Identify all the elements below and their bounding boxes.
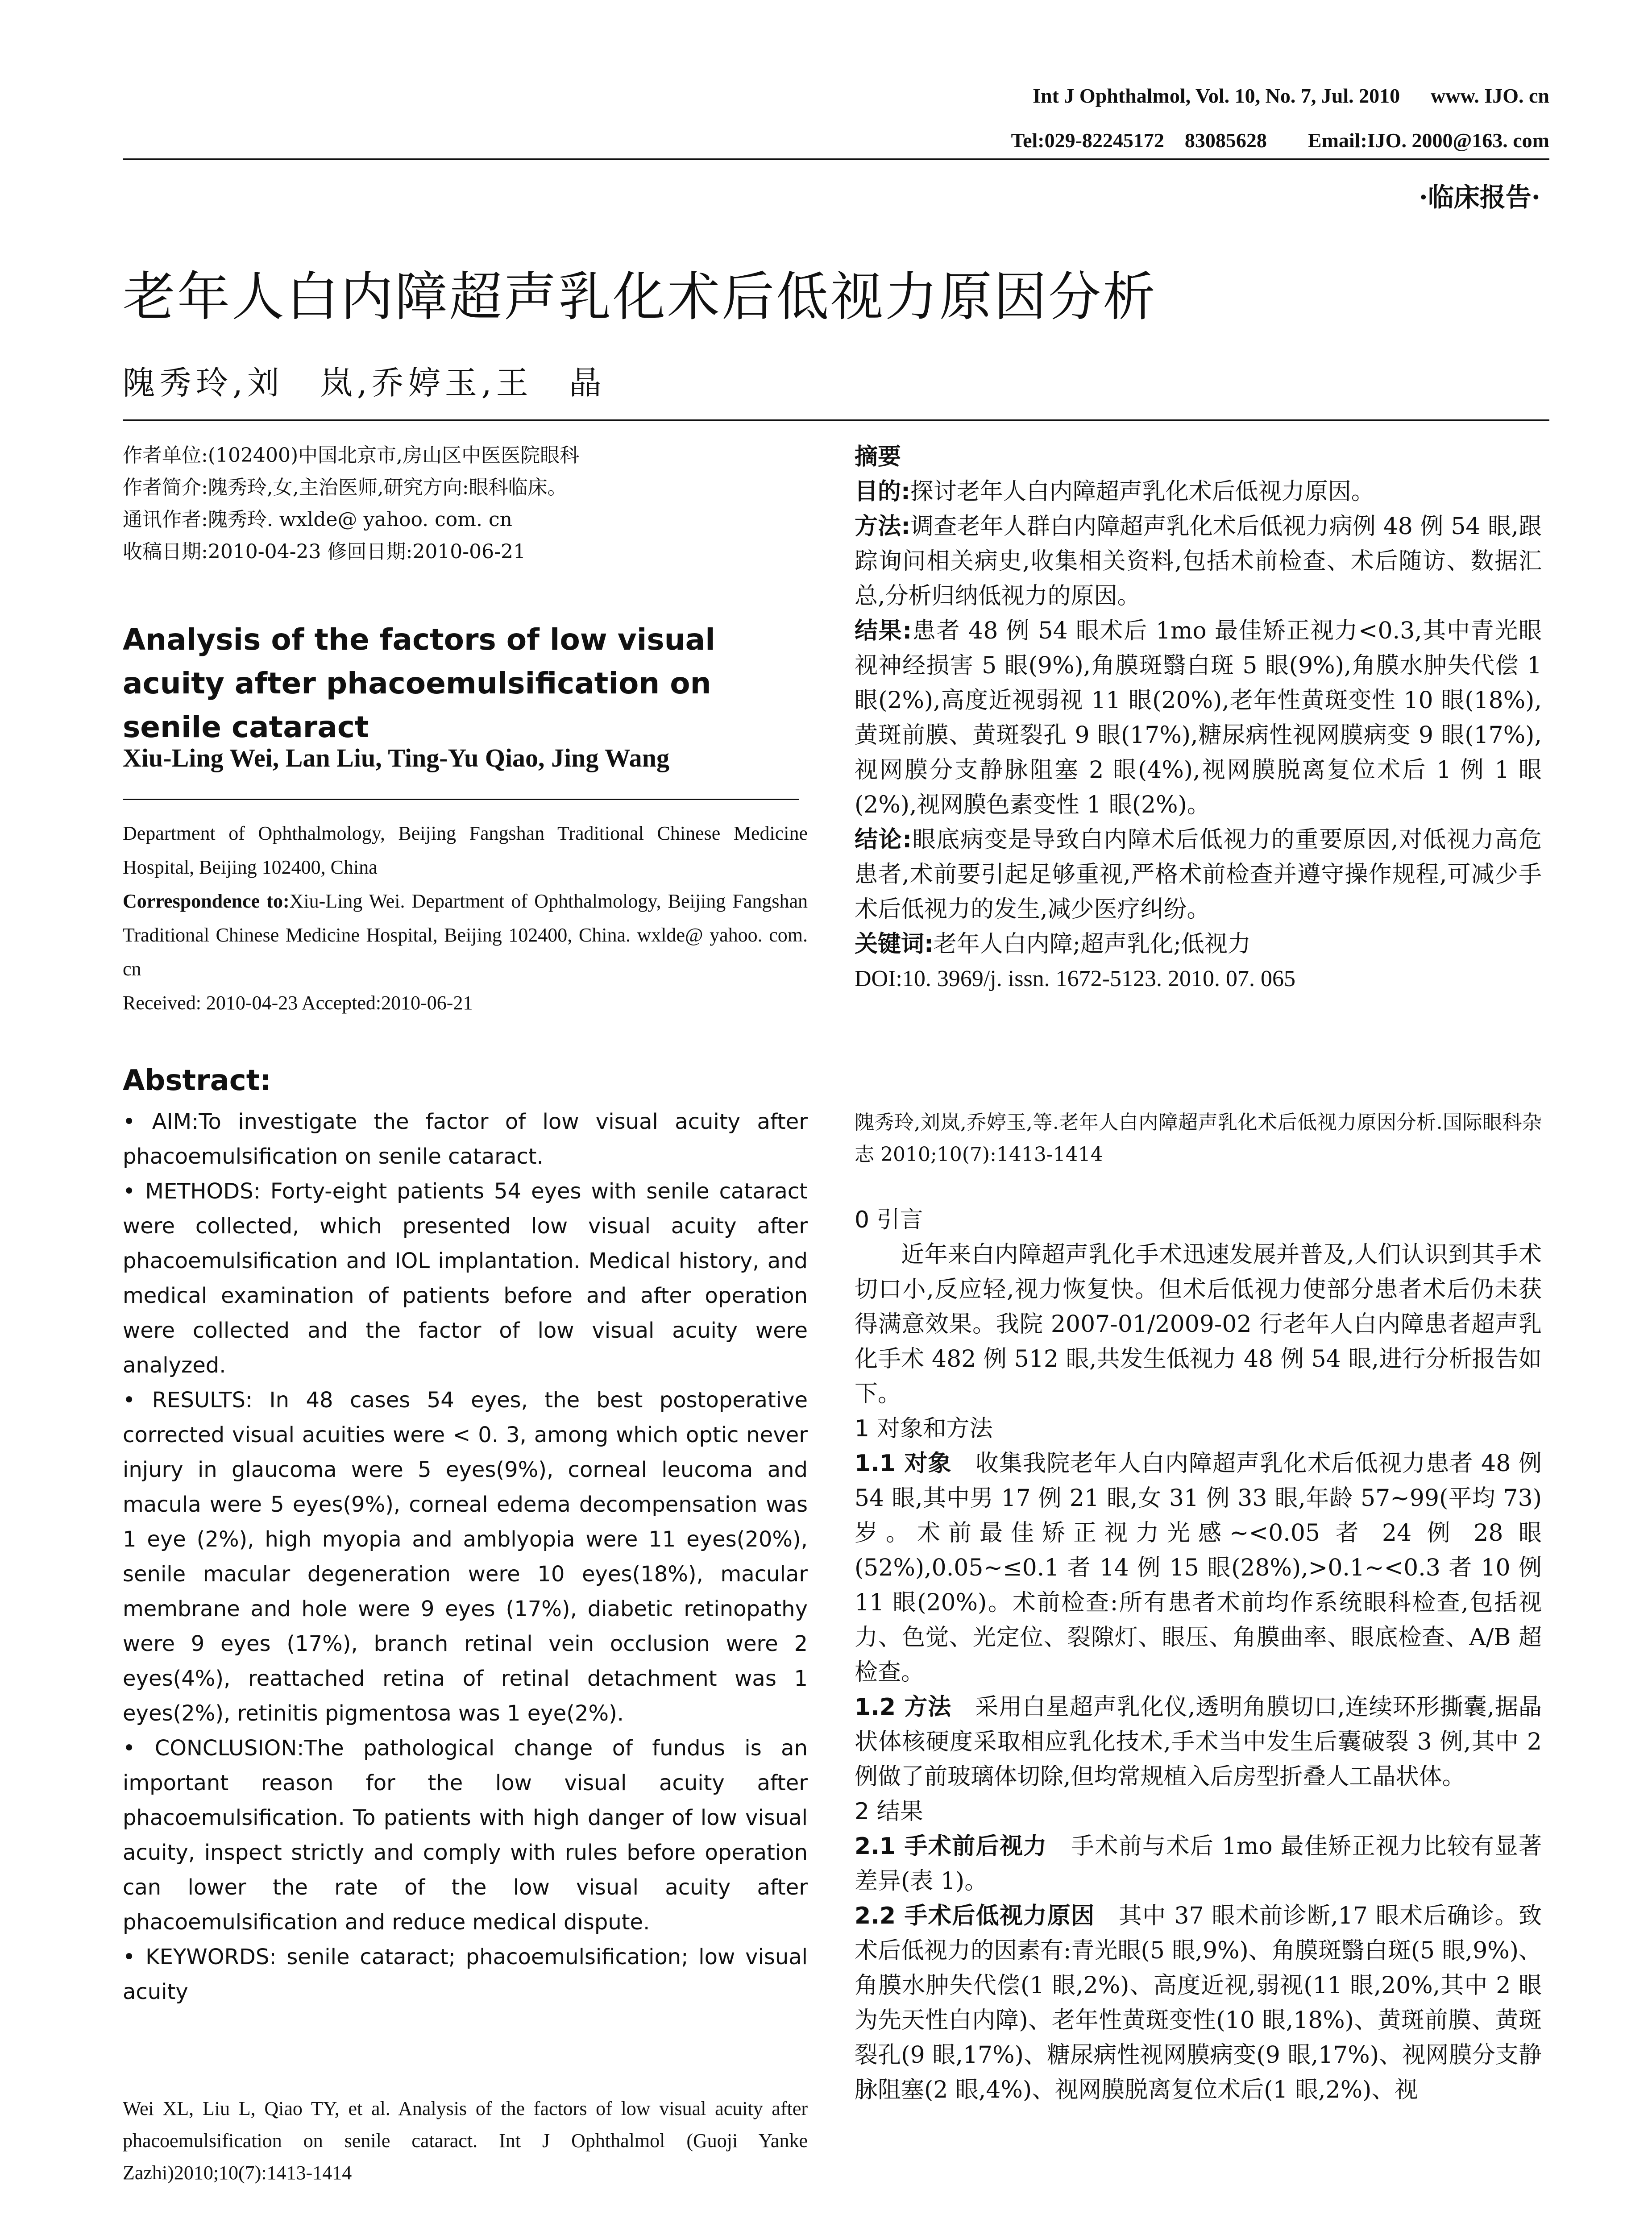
section-1-1-text: 收集我院老年人白内障超声乳化术后低视力患者 48 例 54 眼,其中男 17 例 21 眼,女 31 例 33 眼,年龄 57~99(平均 73)岁。术前最佳矫正视力光感~<0.05 者 24 例 28 眼(52%),0.05~≤0.1 者 14 例 15 眼(28%),>0.1~<0.3 者 10 例 11 眼(20%)。术前检查:所有患者术前均作系统眼科检查,包括视力、色觉、光定位、裂隙灯、眼压、角膜曲率、眼底检查、A/B 超检查。 <box>855 1450 1542 1686</box>
received-en: Received: 2010-04-23 Accepted:2010-06-21 <box>123 992 473 1014</box>
abstract-en-methods: • METHODS: Forty-eight patients 54 eyes with senile cataract were collected, which presented low visual acuity after phacoemulsification and IOL implantation. Medical history, and medical examination of patients before and after operation were collected and the factor of low visual acuity were analyzed. <box>123 1179 808 1378</box>
abstract-en-conclusion: • CONCLUSION:The pathological change of fundus is an important reason for the low visual acuity after phacoemulsification. To patients with high danger of low visual acuity, inspect strictly and comply with rules before operation can lower the rate of the low visual acuity after phacoemulsification and reduce medical dispute. <box>123 1736 808 1935</box>
abstract-en <box>123 1104 808 2009</box>
section-2-2-label: 2.2 手术后低视力原因 <box>855 1903 1095 1929</box>
correspondence-en <box>123 884 808 986</box>
section-2-1-text: 手术前与术后 1mo 最佳矫正视力比较有显著差异(表 1)。 <box>855 1833 1542 1895</box>
keywords-text-cn: 老年人白内障;超声乳化;低视力 <box>933 931 1251 958</box>
journal-header-line2: Tel:029-82245172 83085628 Email:IJO. 2000@163. com <box>1011 129 1549 152</box>
keywords-label-cn: 关键词: <box>855 931 934 958</box>
conclusion-label-cn: 结论: <box>855 826 912 853</box>
affiliation-block <box>123 817 808 1020</box>
methods-text-cn: 调查老年人群白内障超声乳化术后低视力病例 48 例 54 眼,跟踪询问相关病史,收集相关资料,包括术前检查、术后随访、数据汇总,分析归纳低视力的原因。 <box>855 513 1542 610</box>
abstract-cn-conclusion <box>855 822 1542 927</box>
aim-label-cn: 目的: <box>855 478 910 505</box>
author-info <box>123 440 808 568</box>
abstract-cn-results <box>855 614 1542 822</box>
section-1-heading: 1 对象和方法 <box>855 1415 993 1442</box>
correspondence-text: Xiu-Ling Wei. Department of Ophthalmology, Beijing Fangshan Traditional Chinese Medicine Hospital, Beijing 102400, China. wxlde@ yahoo. com. cn <box>123 890 808 980</box>
section-1-1-label: 1.1 对象 <box>855 1450 952 1477</box>
section-2-1-label: 2.1 手术前后视力 <box>855 1833 1047 1860</box>
header-rule <box>123 158 1549 160</box>
results-text-cn: 患者 48 例 54 眼术后 1mo 最佳矫正视力<0.3,其中青光眼视神经损害 5 眼(9%),角膜斑翳白斑 5 眼(9%),角膜水肿失代偿 1 眼(2%),高度近视弱视 11 眼(20%),老年性黄斑变性 10 眼(18%),黄斑前膜、黄斑裂孔 9 眼(17%),糖尿病性视网膜病变 9 眼(17%),视网膜分支静脉阻塞 2 眼(4%),视网膜脱离复位术后 1 例 1 眼(2%),视网膜色素变性 1 眼(2%)。 <box>855 618 1542 818</box>
correspondence-label: Correspondence to: <box>123 890 290 912</box>
abstract-en-heading: Abstract: <box>123 1064 271 1097</box>
authors-en: Xiu-Ling Wei, Lan Liu, Ting-Yu Qiao, Jing Wang <box>123 743 669 772</box>
title-cn: 老年人白内障超声乳化术后低视力原因分析 <box>123 266 1158 328</box>
citation-en: Wei XL, Liu L, Qiao TY, et al. Analysis of the factors of low visual acuity after phacoemulsification on senile cataract. Int J Ophthalmol (Guoji Yanke Zazhi)2010;10(7):1413-1414 <box>123 2098 808 2184</box>
section-0-paragraph: 近年来白内障超声乳化手术迅速发展并普及,人们认识到其手术切口小,反应轻,视力恢复快。但术后低视力使部分患者术后仍未获得满意效果。我院 2007-01/2009-02 行老年人白内障患者超声乳化手术 482 例 512 眼,共发生低视力 48 例 54 眼,进行分析报告如下。 <box>855 1241 1542 1407</box>
corresponding-author-cn: 通讯作者:隗秀玲. wxlde@ yahoo. com. cn <box>123 508 512 531</box>
abstract-cn-heading: 摘要 <box>855 444 901 470</box>
abstract-en-aim: • AIM:To investigate the factor of low visual acuity after phacoemulsification on senile cataract. <box>123 1109 808 1169</box>
abstract-cn-keywords <box>855 927 1542 962</box>
journal-header-line1: Int J Ophthalmol, Vol. 10, No. 7, Jul. 2010 www. IJO. cn <box>1033 84 1549 107</box>
aim-text-cn: 探讨老年人白内障超声乳化术后低视力原因。 <box>910 478 1374 505</box>
author-bio-cn: 作者简介:隗秀玲,女,主治医师,研究方向:眼科临床。 <box>123 476 567 499</box>
received-date-cn: 收稿日期:2010-04-23 修回日期:2010-06-21 <box>123 540 526 563</box>
doi: DOI:10. 3969/j. issn. 1672-5123. 2010. 07. 065 <box>855 966 1295 991</box>
body-cn <box>855 1203 1542 2107</box>
section-0-heading: 0 引言 <box>855 1207 923 1233</box>
abstract-cn-methods <box>855 509 1542 614</box>
author-affiliation-cn: 作者单位:(102400)中国北京市,房山区中医医院眼科 <box>123 444 580 467</box>
authors-cn: 隗秀玲,刘 岚,乔婷玉,王 晶 <box>123 364 606 402</box>
affiliation-en: Department of Ophthalmology, Beijing Fangshan Traditional Chinese Medicine Hospital, Beijing 102400, China <box>123 822 808 878</box>
section-1-2-label: 1.2 方法 <box>855 1694 952 1721</box>
section-2-1 <box>855 1829 1542 1899</box>
section-2-heading: 2 结果 <box>855 1798 923 1825</box>
section-1-1 <box>855 1446 1542 1690</box>
title-rule <box>123 419 1549 421</box>
abstract-cn <box>855 440 1542 996</box>
abstract-en-results: • RESULTS: In 48 cases 54 eyes, the best postoperative corrected visual acuities were < 0. 3, among which optic never injury in glaucoma were 5 eyes(9%), corneal leucoma and macula were 5 eyes(9%), corneal edema decompensation was 1 eye (2%), high myopia and amblyopia were 11 eyes(20%), senile macular degeneration were 10 eyes(18%), macular membrane and hole were 9 eyes (17%), diabetic retinopathy were 9 eyes (17%), branch retinal vein occlusion were 2 eyes(4%), reattached retina of retinal detachment was 1 eyes(2%), retinitis pigmentosa was 1 eye(2%). <box>123 1388 808 1726</box>
authors-rule <box>123 799 799 800</box>
citation-cn: 隗秀玲,刘岚,乔婷玉,等.老年人白内障超声乳化术后低视力原因分析.国际眼科杂志 2010;10(7):1413-1414 <box>855 1111 1542 1166</box>
section-1-2 <box>855 1690 1542 1794</box>
section-2-2-text: 其中 37 眼术前诊断,17 眼术后确诊。致术后低视力的因素有:青光眼(5 眼,9%)、角膜斑翳白斑(5 眼,9%)、角膜水肿失代偿(1 眼,2%)、高度近视,弱视(11 眼,20%,其中 2 眼为先天性白内障)、老年性黄斑变性(10 眼,18%)、黄斑前膜、黄斑裂孔(9 眼,17%)、糖尿病性视网膜病变(9 眼,17%)、视网膜分支静脉阻塞(2 眼,4%)、视网膜脱离复位术后(1 眼,2%)、视 <box>855 1903 1542 2103</box>
methods-label-cn: 方法: <box>855 513 911 540</box>
section-label: ·临床报告· <box>1419 182 1540 212</box>
title-en: Analysis of the factors of low visual acuity after phacoemulsification on senile cataract <box>123 622 715 744</box>
abstract-en-keywords: • KEYWORDS: senile cataract; phacoemulsification; low visual acuity <box>123 1945 808 2004</box>
section-1-2-text: 采用白星超声乳化仪,透明角膜切口,连续环形撕囊,据晶状体核硬度采取相应乳化技术,手术当中发生后囊破裂 3 例,其中 2 例做了前玻璃体切除,但均常规植入后房型折叠人工晶状体。 <box>855 1694 1542 1790</box>
conclusion-text-cn: 眼底病变是导致白内障术后低视力的重要原因,对低视力高危患者,术前要引起足够重视,严格术前检查并遵守操作规程,可减少手术后低视力的发生,减少医疗纠纷。 <box>855 826 1542 923</box>
section-2-2 <box>855 1899 1542 2107</box>
results-label-cn: 结果: <box>855 618 912 644</box>
abstract-cn-aim <box>855 474 1542 509</box>
